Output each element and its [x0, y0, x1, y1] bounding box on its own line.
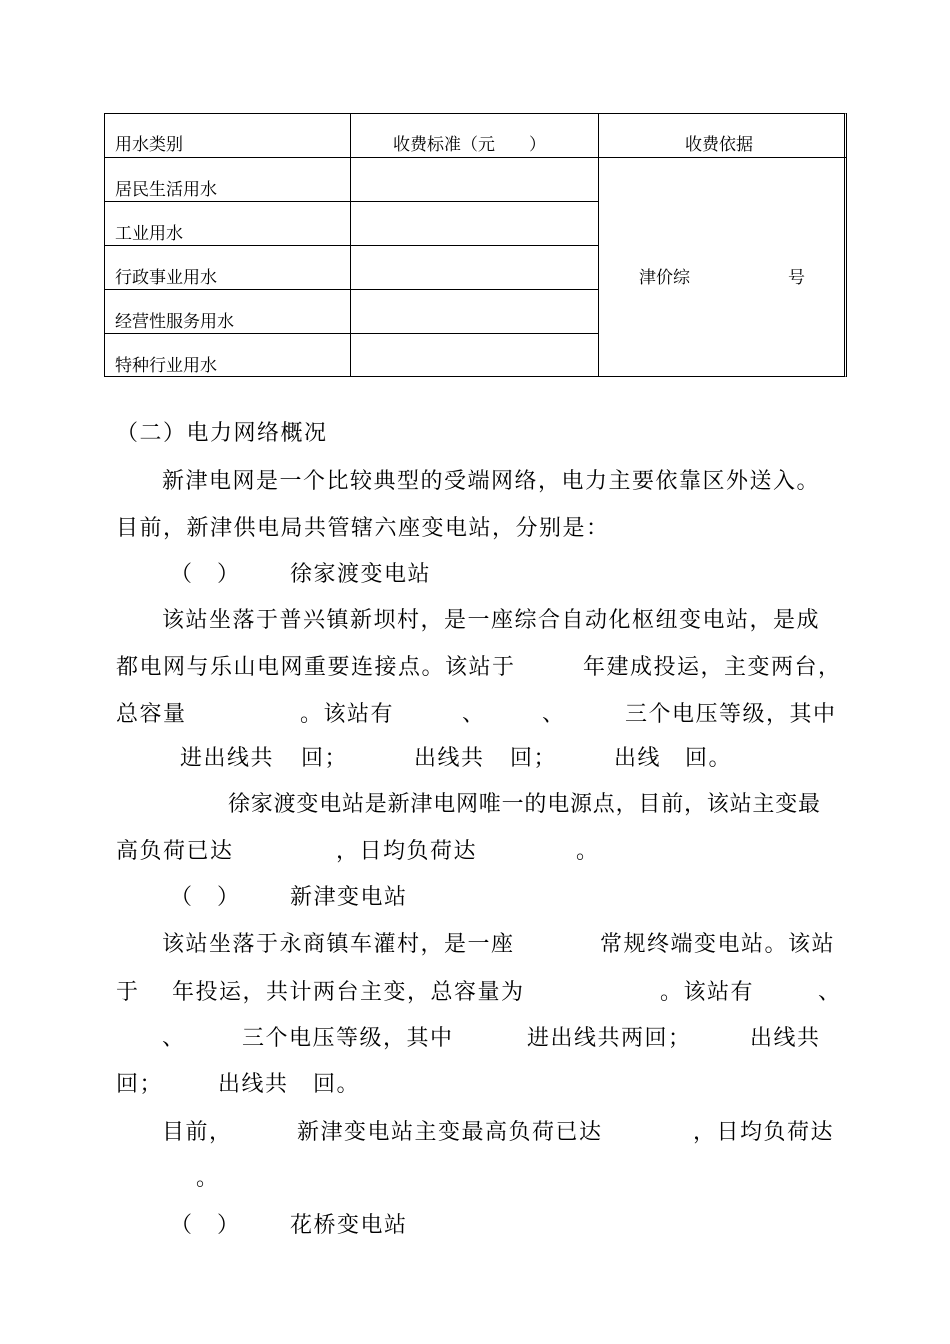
- subsection-number: （ ）: [170, 1213, 241, 1238]
- paragraph-line: 新津变电站主变最高负荷已达: [297, 1120, 603, 1145]
- paragraph-line: 总容量: [116, 702, 187, 727]
- paragraph-line: 。该站有: [660, 980, 755, 1005]
- table-row-label: 工业用水: [115, 224, 183, 244]
- paragraph-line: 常规终端变电站。该站: [600, 932, 836, 957]
- paragraph-line: 三个电压等级，其中: [242, 1026, 454, 1051]
- table-basis-text: 津价综: [639, 268, 690, 288]
- paragraph-line: 回。: [685, 746, 733, 771]
- table-row-divider: [598, 157, 846, 158]
- subsection-title: 新津变电站: [290, 885, 408, 910]
- water-fee-table: [104, 113, 847, 377]
- table-header-standard: 收费标准（元 ）: [393, 135, 546, 155]
- paragraph-line: 出线共: [414, 746, 485, 771]
- paragraph-line: 出线共: [218, 1072, 289, 1097]
- table-row-divider: [105, 157, 598, 158]
- paragraph-line: 于: [116, 980, 140, 1005]
- paragraph-line: 该站坐落于永商镇车灌村，是一座: [162, 932, 515, 957]
- paragraph-line: 出线共: [750, 1026, 821, 1051]
- paragraph-line: ，日均负荷达: [336, 839, 478, 864]
- paragraph-line: 。: [196, 1166, 220, 1191]
- table-row-divider: [105, 245, 598, 246]
- table-header-basis: 收费依据: [685, 135, 753, 155]
- table-row-label: 特种行业用水: [115, 356, 217, 376]
- paragraph-line: 进出线共两回；: [527, 1026, 692, 1051]
- subsection-title: 徐家渡变电站: [290, 562, 432, 587]
- paragraph-line: 、: [462, 702, 486, 727]
- table-row-divider: [105, 333, 598, 334]
- paragraph-line: 出线: [614, 746, 662, 771]
- paragraph-line: 新津电网是一个比较典型的受端网络，电力主要依靠区外送入。: [162, 469, 821, 494]
- paragraph-line: 该站坐落于普兴镇新坝村，是一座综合自动化枢纽变电站，是成: [162, 608, 821, 633]
- table-row-divider: [105, 201, 598, 202]
- paragraph-line: 目前，: [162, 1120, 233, 1145]
- paragraph-line: 。: [576, 839, 600, 864]
- subsection-title: 花桥变电站: [290, 1213, 408, 1238]
- paragraph-line: 三个电压等级，其中: [625, 702, 837, 727]
- subsection-number: （ ）: [170, 562, 241, 587]
- paragraph-line: 、: [542, 702, 566, 727]
- paragraph-line: 年投运，共计两台主变，总容量为: [172, 980, 525, 1005]
- paragraph-line: 都电网与乐山电网重要连接点。该站于: [116, 655, 516, 680]
- table-basis-number-suffix: 号: [788, 268, 805, 288]
- paragraph-line: 进出线共: [180, 746, 275, 771]
- paragraph-line: ，日均负荷达: [693, 1120, 835, 1145]
- table-row-label: 居民生活用水: [115, 180, 217, 200]
- table-column-divider: [598, 114, 599, 376]
- paragraph-line: 高负荷已达: [116, 839, 234, 864]
- table-row-divider: [105, 289, 598, 290]
- paragraph-line: 回；: [116, 1072, 164, 1097]
- table-row-label: 行政事业用水: [115, 268, 217, 288]
- paragraph-line: 、: [818, 980, 842, 1005]
- paragraph-line: 回；: [510, 746, 558, 771]
- paragraph-line: 目前，新津供电局共管辖六座变电站，分别是：: [116, 516, 610, 541]
- section-heading: （二）电力网络概况: [116, 421, 328, 446]
- paragraph-line: 回；: [301, 746, 349, 771]
- subsection-number: （ ）: [170, 885, 241, 910]
- table-row-label: 经营性服务用水: [115, 312, 234, 332]
- table-header-category: 用水类别: [115, 135, 183, 155]
- paragraph-line: 。该站有: [300, 702, 395, 727]
- paragraph-line: 回。: [313, 1072, 361, 1097]
- paragraph-line: 年建成投运，主变两台，: [583, 655, 842, 680]
- paragraph-line: 、: [162, 1026, 186, 1051]
- paragraph-line: 徐家渡变电站是新津电网唯一的电源点，目前，该站主变最: [228, 792, 821, 817]
